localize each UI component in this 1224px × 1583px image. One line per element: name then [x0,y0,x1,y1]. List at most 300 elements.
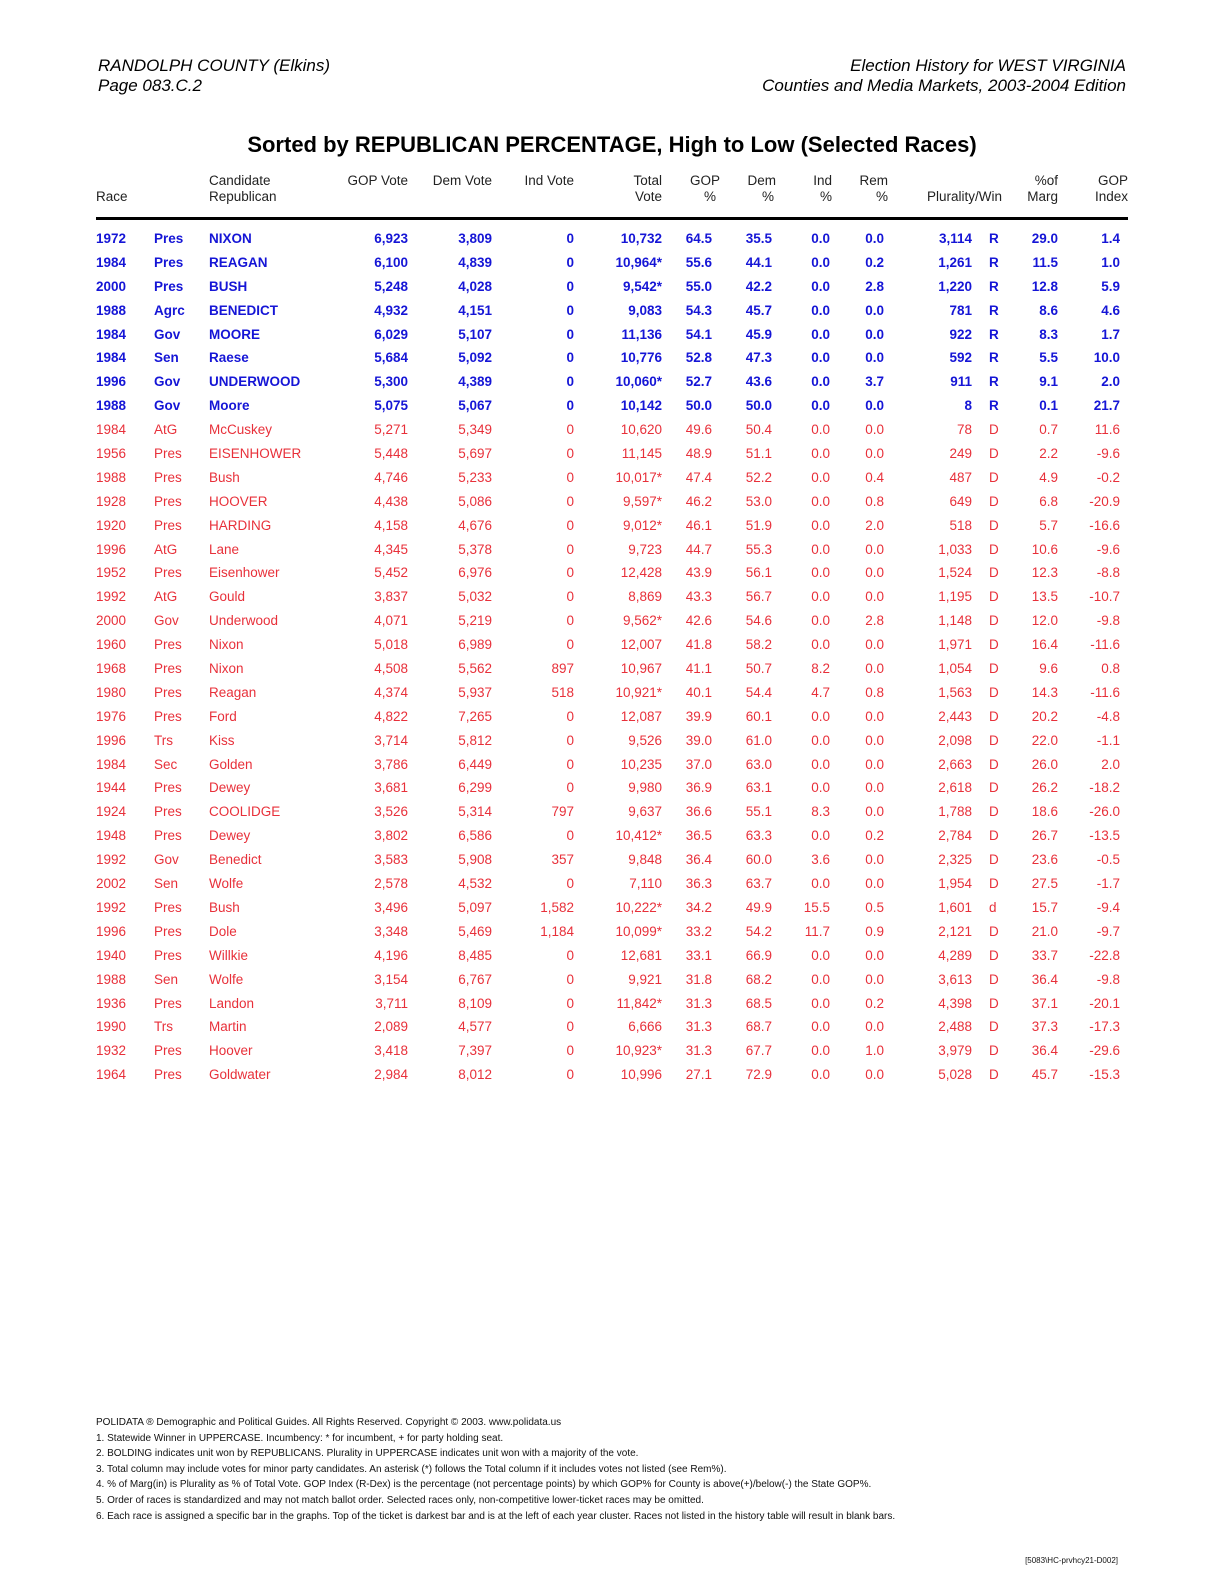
rem-pct-cell: 0.0 [865,446,884,462]
dem-pct-cell: 51.9 [745,517,772,533]
dem-pct-cell: 50.4 [745,422,772,438]
margin-pct-cell: 4.9 [1039,469,1058,485]
race-cell: Pres [154,493,182,509]
margin-pct-cell: 12.3 [1031,565,1058,581]
ind-vote-cell: 0 [566,541,574,557]
winner-cell: D [989,1067,999,1083]
dem-vote-cell: 5,092 [458,350,492,366]
dem-pct-cell: 52.2 [745,469,772,485]
total-vote-cell: 8,869 [628,589,662,605]
gop-vote-cell: 3,786 [374,756,408,772]
race-cell: Gov [154,613,179,629]
year-cell: 1936 [96,995,127,1011]
footnote-1: 1. Statewide Winner in UPPERCASE. Incumbency: * for incumbent, + for party holding seat. [96,1432,504,1444]
winner-cell: R [989,254,999,270]
rem-pct-cell: 0.0 [865,422,884,438]
gop-pct-cell: 41.1 [685,661,712,677]
gop-vote-cell: 2,984 [374,1067,408,1083]
total-vote-cell: 10,412* [615,828,662,844]
total-vote-cell: 7,110 [629,876,662,892]
dem-vote-cell: 4,389 [458,374,492,390]
gop-index-cell: -9.8 [1096,613,1120,629]
gop-vote-cell: 3,418 [374,1043,408,1059]
results-table [96,228,1128,1088]
margin-pct-cell: 12.0 [1031,613,1058,629]
winner-cell: D [989,637,999,653]
plurality-cell: 2,618 [938,780,972,796]
ind-vote-cell: 0 [566,374,574,390]
col-gop-vote: GOP Vote [347,173,408,188]
race-cell: Sen [154,350,179,366]
table-row [96,777,1128,801]
race-cell: AtG [154,541,178,557]
gop-vote-cell: 2,089 [374,1019,408,1035]
table-row [96,467,1128,491]
col-index-2: Index [1094,189,1128,204]
total-vote-cell: 10,776 [620,350,662,366]
winner-cell: D [989,995,999,1011]
dem-pct-cell: 60.1 [745,708,772,724]
candidate-cell: COOLIDGE [209,804,281,820]
race-cell: Pres [154,804,182,820]
candidate-cell: Wolfe [209,971,244,987]
dem-pct-cell: 54.6 [745,613,772,629]
dem-pct-cell: 47.3 [745,350,772,366]
dem-pct-cell: 43.6 [745,374,772,390]
table-row [96,347,1128,371]
table-row [96,252,1128,276]
gop-vote-cell: 5,684 [374,350,408,366]
total-vote-cell: 9,848 [628,852,662,868]
ind-vote-cell: 0 [566,326,574,342]
dem-vote-cell: 5,937 [458,684,492,700]
winner-cell: D [989,828,999,844]
gop-index-cell: -0.2 [1096,469,1120,485]
gop-pct-cell: 31.3 [685,995,712,1011]
race-cell: Pres [154,708,182,724]
winner-cell: D [989,517,999,533]
gop-pct-cell: 47.4 [685,469,712,485]
margin-pct-cell: 45.7 [1031,1067,1058,1083]
race-cell: Gov [154,852,179,868]
total-vote-cell: 12,007 [620,637,662,653]
table-row [96,419,1128,443]
ind-pct-cell: 0.0 [811,756,830,772]
col-race: Race [96,189,128,204]
header-left [98,56,330,96]
rem-pct-cell: 0.0 [865,971,884,987]
dem-vote-cell: 5,469 [458,923,492,939]
rem-pct-cell: 0.0 [865,1019,884,1035]
gop-index-cell: -1.7 [1096,876,1120,892]
col-dem-pct-1: Dem [747,173,776,188]
ind-pct-cell: 0.0 [811,637,830,653]
year-cell: 1992 [96,852,127,868]
gop-pct-cell: 27.1 [685,1067,712,1083]
ind-pct-cell: 8.3 [811,804,830,820]
col-total-2: Vote [634,189,662,204]
rem-pct-cell: 0.8 [865,493,884,509]
gop-vote-cell: 6,029 [374,326,408,342]
rem-pct-cell: 0.9 [865,923,884,939]
ind-pct-cell: 0.0 [811,828,830,844]
year-cell: 1996 [96,923,127,939]
ind-vote-cell: 0 [566,1067,574,1083]
margin-pct-cell: 14.3 [1031,684,1058,700]
year-cell: 1948 [96,828,127,844]
plurality-cell: 1,954 [938,876,972,892]
dem-vote-cell: 3,809 [458,231,492,246]
table-row [96,730,1128,754]
table-row [96,921,1128,945]
dem-vote-cell: 5,378 [458,541,492,557]
dem-pct-cell: 66.9 [745,947,772,963]
year-cell: 1984 [96,350,127,366]
dem-pct-cell: 63.1 [745,780,772,796]
col-marg-1: %of [1034,173,1058,188]
dem-pct-cell: 54.4 [745,684,772,700]
margin-pct-cell: 13.5 [1031,589,1058,605]
dem-vote-cell: 5,349 [458,422,492,438]
rem-pct-cell: 0.0 [865,350,884,366]
dem-pct-cell: 55.1 [745,804,772,820]
candidate-cell: Dole [209,923,237,939]
year-cell: 1990 [96,1019,127,1035]
ind-vote-cell: 0 [566,613,574,629]
table-row [96,515,1128,539]
table-row [96,945,1128,969]
gop-index-cell: -10.7 [1089,589,1120,605]
year-cell: 1984 [96,756,127,772]
gop-index-cell: -9.8 [1096,971,1120,987]
gop-pct-cell: 37.0 [685,756,712,772]
candidate-cell: Dewey [209,828,251,844]
plurality-cell: 1,971 [938,637,972,653]
race-cell: Trs [154,1019,173,1035]
rem-pct-cell: 0.0 [865,876,884,892]
race-cell: Agrc [154,302,185,318]
gop-pct-cell: 55.0 [685,278,712,294]
gop-pct-cell: 55.6 [685,254,712,270]
gop-index-cell: -9.6 [1096,541,1120,557]
total-vote-cell: 10,996 [620,1067,662,1083]
gop-pct-cell: 36.9 [685,780,712,796]
race-cell: AtG [154,422,178,438]
total-vote-cell: 10,921* [615,684,662,700]
col-rem-pct-2: % [875,189,888,204]
race-cell: Pres [154,1067,182,1083]
table-row [96,371,1128,395]
table-row [96,610,1128,634]
winner-cell: R [989,350,999,366]
year-cell: 1972 [96,231,127,246]
rem-pct-cell: 0.0 [865,326,884,342]
year-cell: 1928 [96,493,127,509]
total-vote-cell: 10,732 [620,231,662,246]
total-vote-cell: 9,980 [628,780,662,796]
table-row [96,586,1128,610]
col-rem-pct-1: Rem [859,173,888,188]
dem-pct-cell: 50.0 [745,398,772,414]
year-cell: 1984 [96,254,127,270]
winner-cell: D [989,541,999,557]
ind-vote-cell: 0 [566,422,574,438]
dem-vote-cell: 5,562 [458,661,492,677]
ind-vote-cell: 0 [566,1043,574,1059]
gop-index-cell: 0.8 [1101,661,1120,677]
total-vote-cell: 9,012* [622,517,662,533]
gop-index-cell: 2.0 [1101,374,1120,390]
gop-vote-cell: 5,018 [374,637,408,653]
plurality-cell: 1,054 [938,661,972,677]
county-title: RANDOLPH COUNTY (Elkins) [98,56,331,75]
ind-pct-cell: 0.0 [811,493,830,509]
race-cell: Gov [154,374,181,390]
rem-pct-cell: 0.4 [865,469,884,485]
total-vote-cell: 10,222* [615,899,662,915]
ind-pct-cell: 0.0 [811,517,830,533]
gop-index-cell: -11.6 [1090,684,1120,700]
candidate-cell: Bush [209,469,240,485]
gop-pct-cell: 46.2 [685,493,712,509]
candidate-cell: Willkie [209,947,248,963]
year-cell: 1940 [96,947,127,963]
margin-pct-cell: 36.4 [1031,1043,1058,1059]
race-cell: Gov [154,398,181,414]
rem-pct-cell: 0.0 [865,231,884,246]
plurality-cell: 2,663 [938,756,972,772]
col-gop-pct-2: % [703,189,716,204]
plurality-cell: 5,028 [938,1067,972,1083]
year-cell: 1960 [96,637,127,653]
winner-cell: D [989,947,999,963]
table-row [96,706,1128,730]
total-vote-cell: 9,597* [622,493,662,509]
candidate-cell: Eisenhower [209,565,280,581]
gop-index-cell: -4.8 [1096,708,1120,724]
ind-pct-cell: 0.0 [811,947,830,963]
col-ind-vote: Ind Vote [524,173,574,188]
footnote-2: 2. BOLDING indicates unit won by REPUBLICANS. Plurality in UPPERCASE indicates unit won with a majority of the vote. [96,1448,639,1460]
candidate-cell: Nixon [209,637,244,653]
dem-pct-cell: 54.2 [745,923,772,939]
candidate-cell: Wolfe [209,876,244,892]
race-cell: Pres [154,254,184,270]
ind-vote-cell: 0 [566,302,574,318]
ind-vote-cell: 0 [566,1019,574,1035]
year-cell: 2000 [96,278,127,294]
total-vote-cell: 10,017* [615,469,662,485]
dem-pct-cell: 45.7 [745,302,772,318]
year-cell: 2002 [96,876,127,892]
winner-cell: D [989,422,999,438]
gop-pct-cell: 39.9 [685,708,712,724]
total-vote-cell: 11,136 [621,326,662,342]
winner-cell: D [989,804,999,820]
gop-vote-cell: 6,100 [374,254,408,270]
winner-cell: d [989,899,997,915]
race-cell: Pres [154,923,182,939]
candidate-cell: Martin [209,1019,247,1035]
candidate-cell: MOORE [209,326,261,342]
gop-index-cell: 1.7 [1101,326,1120,342]
rem-pct-cell: 0.0 [865,708,884,724]
margin-pct-cell: 27.5 [1031,876,1058,892]
gop-pct-cell: 49.6 [685,422,712,438]
gop-index-cell: -13.5 [1089,828,1120,844]
ind-vote-cell: 0 [566,565,574,581]
gop-index-cell: -16.6 [1089,517,1120,533]
dem-vote-cell: 5,314 [458,804,492,820]
gop-vote-cell: 2,578 [374,876,408,892]
rem-pct-cell: 0.8 [865,684,884,700]
ind-vote-cell: 0 [566,398,574,414]
rem-pct-cell: 0.0 [865,565,884,581]
gop-pct-cell: 31.8 [685,971,712,987]
ind-pct-cell: 0.0 [811,374,830,390]
candidate-cell: BENEDICT [209,302,279,318]
gop-index-cell: 4.6 [1101,302,1120,318]
race-cell: Sen [154,971,179,987]
total-vote-cell: 10,142 [620,398,662,414]
ind-pct-cell: 0.0 [811,732,830,748]
ind-pct-cell: 0.0 [811,398,830,414]
race-cell: Pres [154,780,182,796]
winner-cell: D [989,589,999,605]
gop-vote-cell: 3,837 [374,589,408,605]
ind-vote-cell: 0 [566,469,574,485]
plurality-cell: 1,148 [938,613,972,629]
year-cell: 1988 [96,469,127,485]
edition-title: Counties and Media Markets, 2003-2004 Edition [762,76,1126,95]
year-cell: 1992 [96,899,127,915]
table-row [96,634,1128,658]
col-candidate-2: Republican [209,189,277,204]
rem-pct-cell: 0.2 [865,828,884,844]
dem-vote-cell: 5,697 [458,446,492,462]
race-cell: Pres [154,684,182,700]
gop-vote-cell: 3,348 [374,923,408,939]
gop-vote-cell: 6,923 [374,231,408,246]
footnote-6: 6. Each race is assigned a specific bar in the graphs. Top of the ticket is darkest bar and is at the left of each year cluster. Races not listed in the history table will result in blank bars. [96,1510,896,1522]
gop-vote-cell: 4,746 [374,469,408,485]
candidate-cell: Golden [209,756,253,772]
gop-index-cell: -18.2 [1089,780,1120,796]
dem-pct-cell: 56.1 [745,565,772,581]
plurality-cell: 1,788 [938,804,972,820]
plurality-cell: 2,488 [938,1019,972,1035]
table-row [96,993,1128,1017]
ind-vote-cell: 0 [566,708,574,724]
year-cell: 1956 [96,446,127,462]
year-cell: 1976 [96,708,127,724]
ind-vote-cell: 1,184 [540,923,574,939]
candidate-cell: Moore [209,398,250,414]
dem-vote-cell: 5,086 [458,493,492,509]
candidate-cell: UNDERWOOD [209,374,301,390]
ind-vote-cell: 0 [566,780,574,796]
year-cell: 1996 [96,374,127,390]
gop-vote-cell: 3,154 [374,971,408,987]
rem-pct-cell: 0.0 [865,398,884,414]
plurality-cell: 78 [956,422,972,438]
gop-pct-cell: 39.0 [685,732,712,748]
gop-index-cell: -9.4 [1096,899,1120,915]
winner-cell: D [989,493,999,509]
rem-pct-cell: 2.8 [865,278,884,294]
dem-vote-cell: 6,976 [458,565,492,581]
total-vote-cell: 10,923* [615,1043,662,1059]
gop-vote-cell: 4,345 [374,541,408,557]
dem-vote-cell: 6,989 [458,637,492,653]
gop-pct-cell: 40.1 [685,684,712,700]
total-vote-cell: 6,666 [628,1019,662,1035]
rem-pct-cell: 3.7 [865,374,884,390]
dem-pct-cell: 35.5 [745,231,772,246]
dem-pct-cell: 53.0 [745,493,772,509]
gop-index-cell: -1.1 [1096,732,1120,748]
col-total-1: Total [633,173,662,188]
dem-pct-cell: 67.7 [745,1043,772,1059]
total-vote-cell: 10,099* [615,923,662,939]
ind-pct-cell: 0.0 [811,422,830,438]
total-vote-cell: 10,964* [615,254,662,270]
year-cell: 1984 [96,326,127,342]
year-cell: 1952 [96,565,127,581]
gop-pct-cell: 36.5 [685,828,712,844]
gop-index-cell: -11.6 [1090,637,1120,653]
rem-pct-cell: 0.0 [865,1067,884,1083]
gop-pct-cell: 33.1 [685,947,712,963]
gop-vote-cell: 3,583 [374,852,408,868]
gop-index-cell: -22.8 [1089,947,1120,963]
ind-pct-cell: 11.7 [804,923,830,939]
dem-pct-cell: 49.9 [745,899,772,915]
candidate-cell: HOOVER [209,493,268,509]
race-cell: Pres [154,517,182,533]
race-cell: Pres [154,899,182,915]
dem-vote-cell: 5,908 [458,852,492,868]
candidate-cell: HARDING [209,517,272,533]
ind-pct-cell: 0.0 [811,302,830,318]
table-row [96,801,1128,825]
year-cell: 1980 [96,684,127,700]
year-cell: 1988 [96,398,127,414]
col-marg-2: Marg [1027,189,1058,204]
ind-vote-cell: 0 [566,828,574,844]
dem-vote-cell: 5,032 [458,589,492,605]
gop-index-cell: -9.6 [1096,446,1120,462]
total-vote-cell: 9,637 [628,804,662,820]
footnote-5: 5. Order of races is standardized and may not match ballot order. Selected races only, non-competitive lower-ticket races may be omitted. [96,1494,704,1506]
table-row [96,443,1128,467]
dem-vote-cell: 4,676 [458,517,492,533]
table-row [96,395,1128,419]
gop-vote-cell: 3,802 [374,828,408,844]
ind-pct-cell: 0.0 [811,231,830,246]
ind-pct-cell: 0.0 [811,708,830,724]
gop-vote-cell: 5,271 [374,422,408,438]
dem-vote-cell: 5,097 [458,899,492,915]
plurality-cell: 2,784 [938,828,972,844]
plurality-cell: 3,979 [938,1043,972,1059]
winner-cell: R [989,278,999,294]
winner-cell: D [989,469,999,485]
table-row [96,1016,1128,1040]
winner-cell: D [989,732,999,748]
gop-vote-cell: 4,071 [374,613,408,629]
gop-index-cell: -15.3 [1089,1067,1120,1083]
